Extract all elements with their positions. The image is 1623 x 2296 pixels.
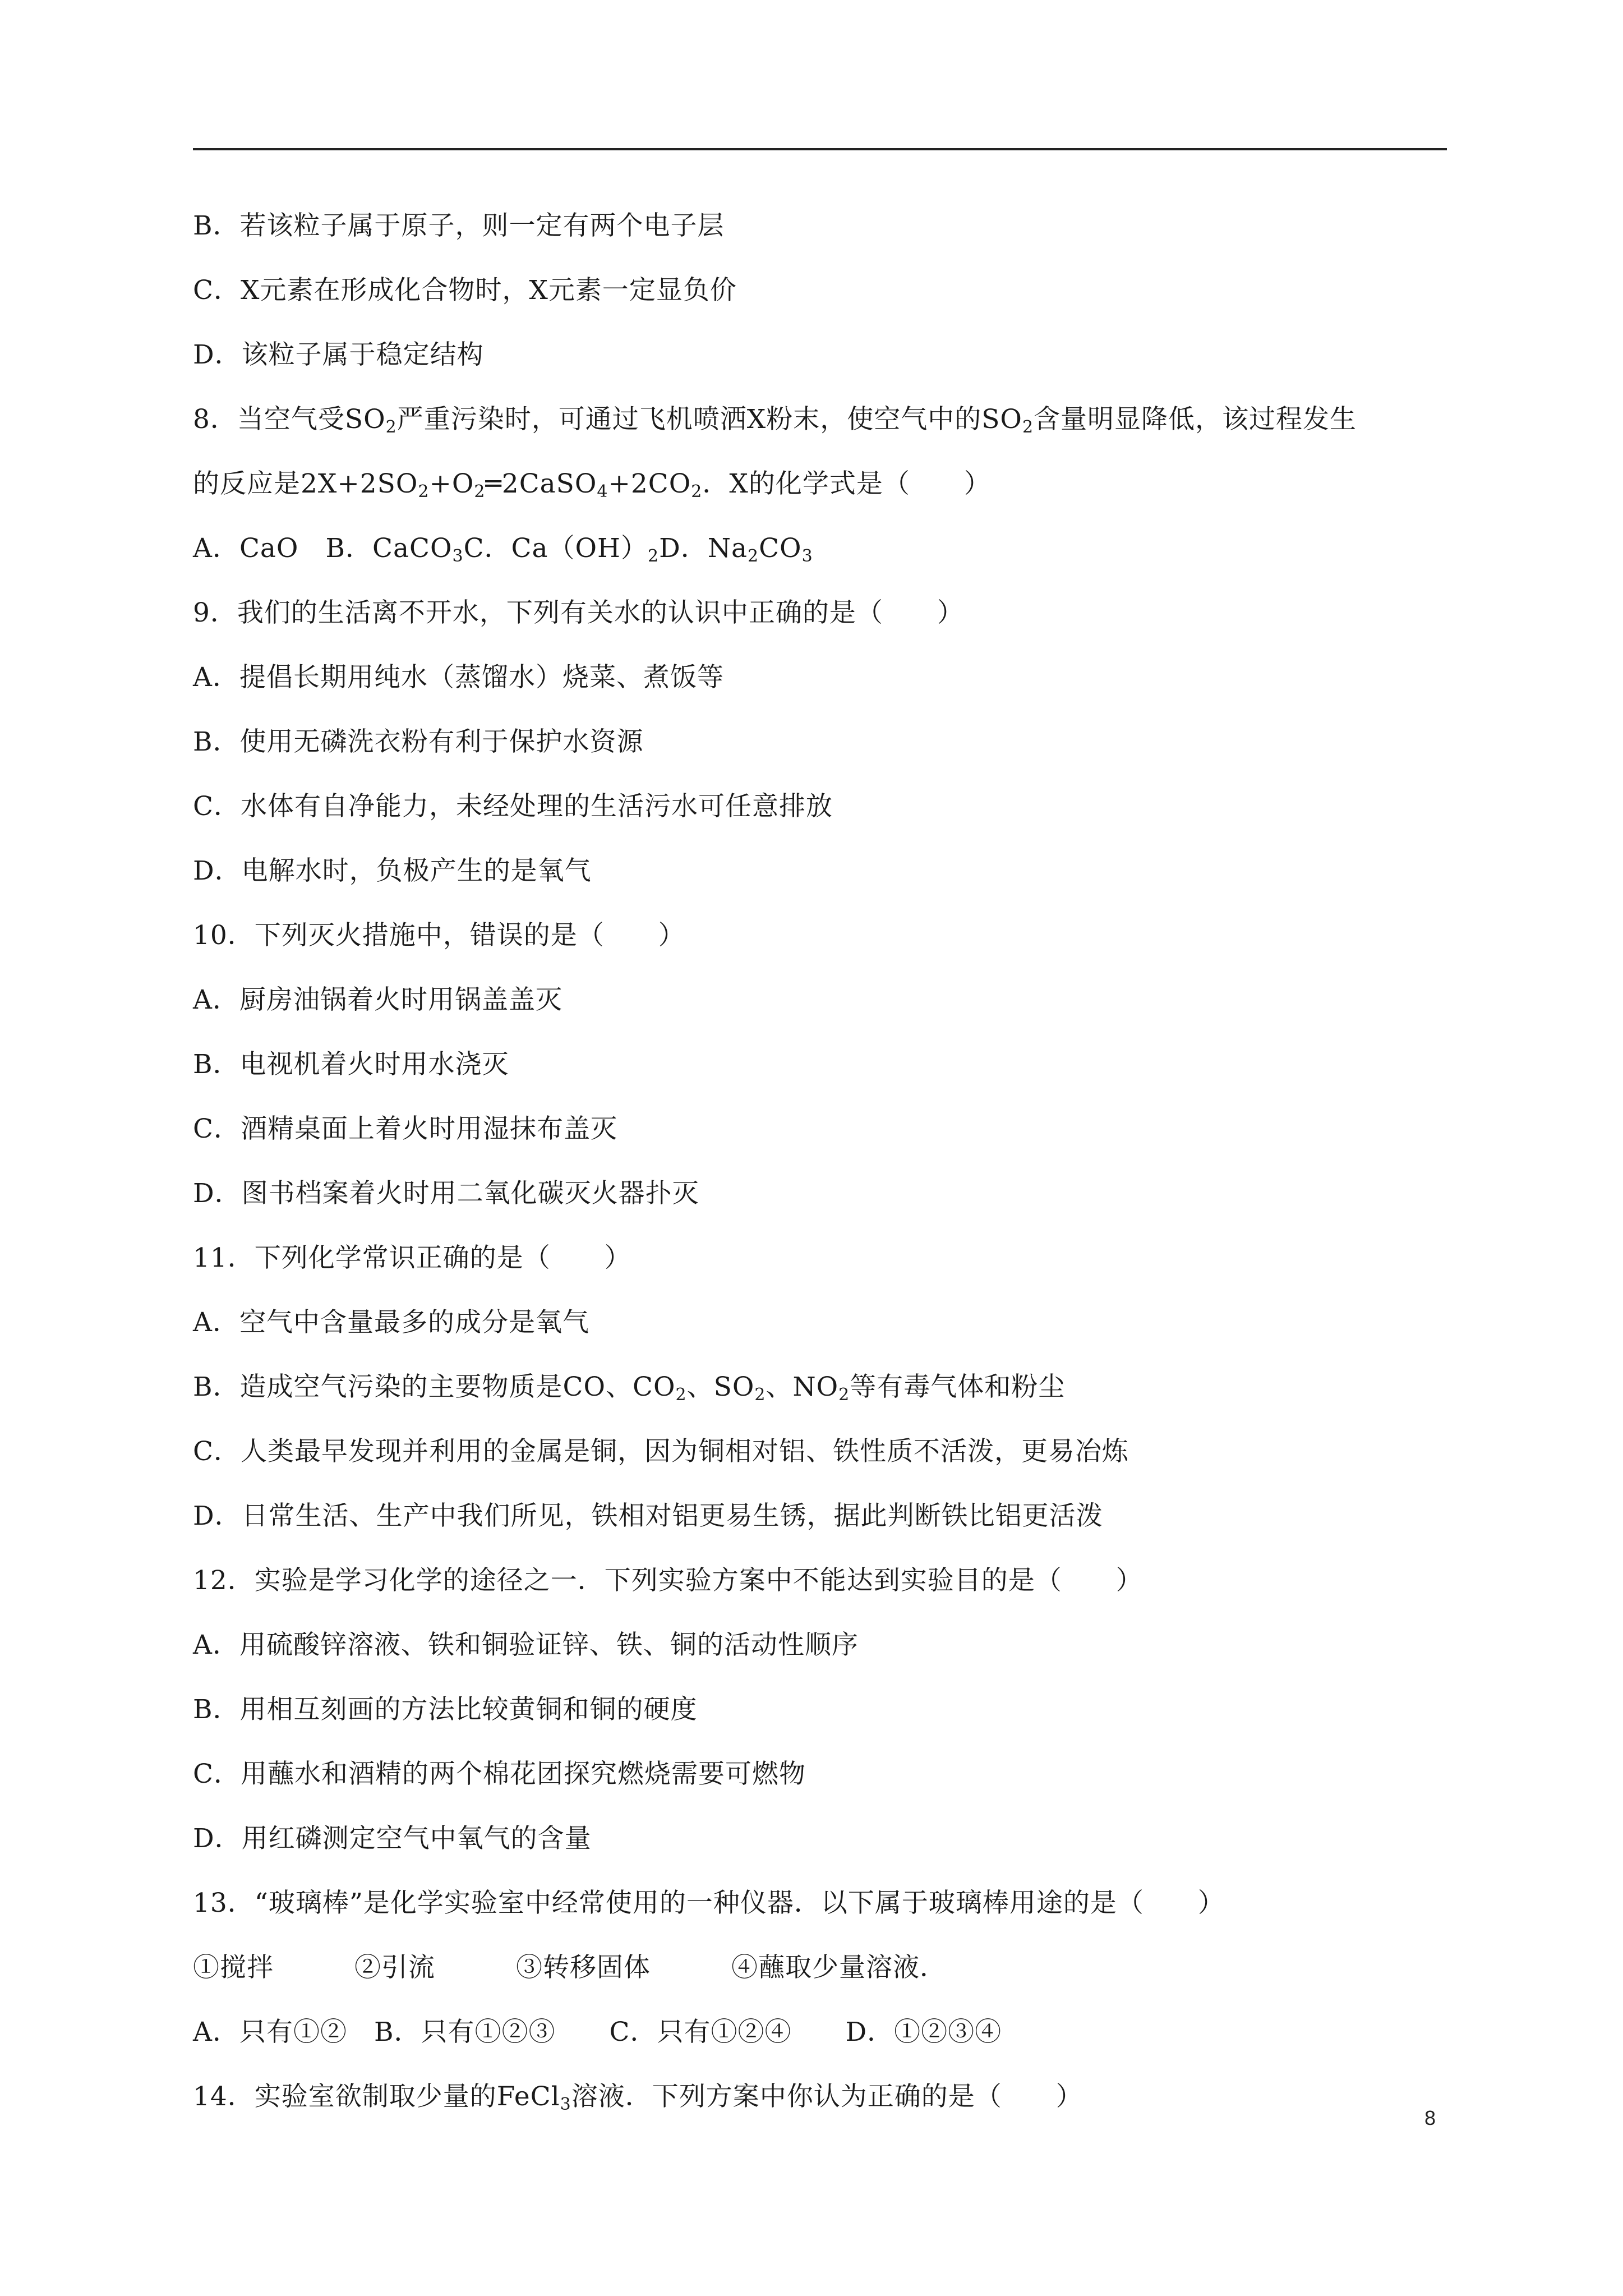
q7-option-d: D．该粒子属于稳定结构 xyxy=(193,339,484,370)
q10-option-d: D．图书档案着火时用二氧化碳灭火器扑灭 xyxy=(193,1178,699,1209)
q12-option-d: D．用红磷测定空气中氧气的含量 xyxy=(193,1823,592,1854)
q7-option-b: B．若该粒子属于原子，则一定有两个电子层 xyxy=(193,210,725,241)
q9-option-d: D．电解水时，负极产生的是氧气 xyxy=(193,855,592,886)
q10-stem: 10．下列灭火措施中，错误的是（ ） xyxy=(193,920,685,951)
q12-stem: 12．实验是学习化学的途径之一．下列实验方案中不能达到实验目的是（ ） xyxy=(193,1565,1143,1596)
q13-uses: ①搅拌 ②引流 ③转移固体 ④蘸取少量溶液． xyxy=(193,1952,947,1983)
q13-options: A．只有①② B．只有①②③ C．只有①②④ D．①②③④ xyxy=(193,2017,1002,2047)
q8-stem-line1: 8．当空气受$SO_2$严重污染时，可通过飞机喷洒X粉末，使空气中的$SO_2$含量明显降低，该过程发生 xyxy=(193,404,1357,437)
q11-option-a: A．空气中含量最多的成分是氧气 xyxy=(193,1307,589,1338)
q9-option-a: A．提倡长期用纯水（蒸馏水）烧菜、煮饭等 xyxy=(193,662,724,693)
q9-stem: 9．我们的生活离不开水，下列有关水的认识中正确的是（ ） xyxy=(193,597,964,628)
q12-option-c: C．用蘸水和酒精的两个棉花团探究燃烧需要可燃物 xyxy=(193,1759,806,1789)
q9-option-c: C．水体有自净能力，未经处理的生活污水可任意排放 xyxy=(193,791,833,822)
q12-option-a: A．用硫酸锌溶液、铁和铜验证锌、铁、铜的活动性顺序 xyxy=(193,1630,859,1660)
q9-option-b: B．使用无磷洗衣粉有利于保护水资源 xyxy=(193,726,644,757)
q8-stem-line2: 的反应是$2X+2SO_2+O_2═2CaSO_4+2CO_2$．X的化学式是（ ） xyxy=(193,468,991,501)
q10-option-a: A．厨房油锅着火时用锅盖盖灭 xyxy=(193,984,562,1015)
q7-option-c: C．X元素在形成化合物时，X元素一定显负价 xyxy=(193,275,737,306)
page-number: 8 xyxy=(1424,2106,1436,2129)
q12-option-b: B．用相互刻画的方法比较黄铜和铜的硬度 xyxy=(193,1694,698,1725)
q10-option-b: B．电视机着火时用水浇灭 xyxy=(193,1049,509,1080)
q11-stem: 11．下列化学常识正确的是（ ） xyxy=(193,1243,631,1273)
q11-option-d: D．日常生活、生产中我们所见，铁相对铝更易生锈，据此判断铁比铝更活泼 xyxy=(193,1501,1103,1531)
q11-option-b: B．造成空气污染的主要物质是CO、$CO_2$、$SO_2$、$NO_2$等有毒气体和粉尘 xyxy=(193,1372,1066,1405)
q14-stem: 14．实验室欲制取少量的FeCl$_3$溶液．下列方案中你认为正确的是（ ） xyxy=(193,2081,1083,2114)
q10-option-c: C．酒精桌面上着火时用湿抹布盖灭 xyxy=(193,1114,617,1144)
page-content xyxy=(193,194,1447,2129)
q13-stem: 13．“玻璃棒”是化学实验室中经常使用的一种仪器．以下属于玻璃棒用途的是（ ） xyxy=(193,1888,1225,1918)
q8-options: A．CaO B．CaCO$_3$C．$Ca(OH)_2D$．$Na_2CO_3$ xyxy=(193,533,813,566)
header-rule xyxy=(193,148,1447,150)
q11-option-c: C．人类最早发现并利用的金属是铜，因为铜相对铝、铁性质不活泼，更易冶炼 xyxy=(193,1436,1129,1467)
